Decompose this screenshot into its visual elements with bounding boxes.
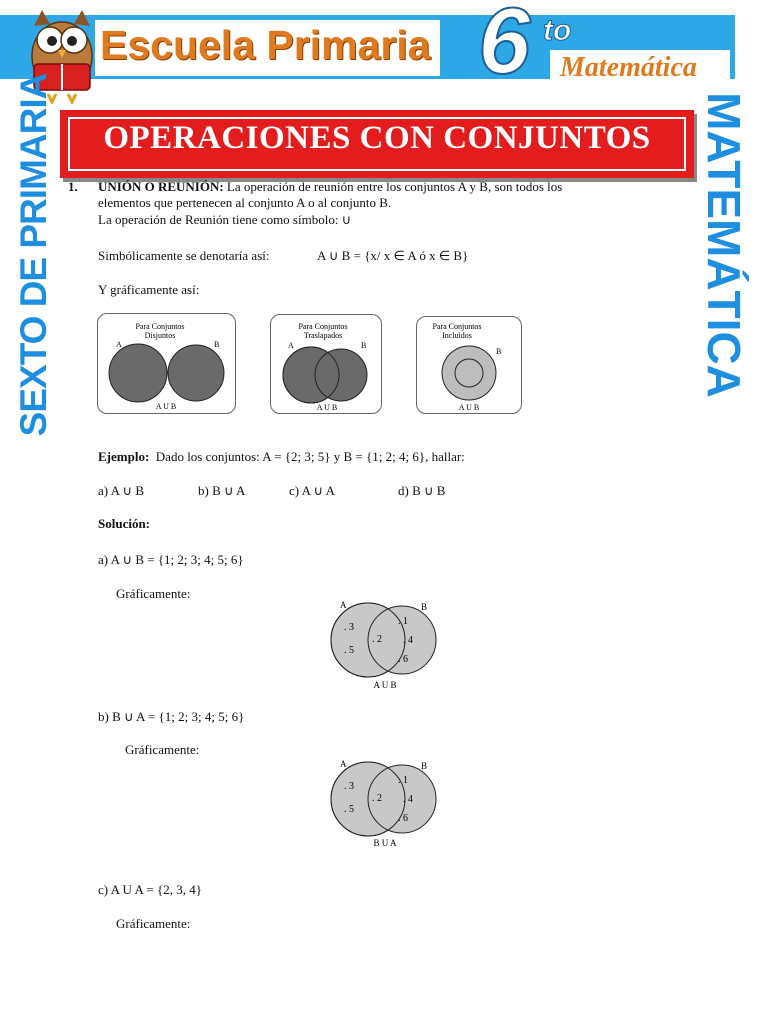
venn-a-bottom: A U B [373, 680, 397, 690]
grade-suffix: to [543, 14, 572, 47]
solution-a-graph-label: Gráficamente: [116, 586, 191, 601]
venn-overlap-caption-2: Traslapados [303, 331, 343, 340]
venn-b-elem-6: . 6 [398, 813, 408, 824]
example-line [98, 449, 465, 465]
venn-b-elem-5: . 5 [344, 804, 354, 815]
venn-disjoint-diagram [97, 313, 236, 414]
venn-disjoint-caption-1: Para Conjuntos [135, 322, 185, 331]
venn-disjoint-caption-2: Disjuntos [144, 331, 176, 340]
solution-c-line: c) A U A = {2, 3, 4} [98, 882, 202, 897]
venn-a-elem-3: . 3 [344, 622, 354, 633]
venn-b-elem-3: . 3 [344, 781, 354, 792]
section-intro-line2: elementos que pertenecen al conjunto A o al conjunto B. [98, 195, 392, 210]
venn-b-elem-2: . 2 [372, 793, 382, 804]
venn-a-elem-2: . 2 [372, 634, 382, 645]
venn-a-label-a: A [340, 600, 347, 610]
venn-included-set-a [455, 359, 483, 387]
venn-b-elem-4: . 4 [403, 794, 413, 805]
solution-b-line: b) B ∪ A = {1; 2; 3; 4; 5; 6} [98, 709, 245, 724]
venn-disjoint-label-b: B [214, 340, 220, 349]
venn-a-elem-4: . 4 [403, 635, 413, 646]
venn-disjoint-set-b [168, 345, 224, 401]
school-name: Escuela Primaria [100, 22, 431, 68]
venn-a-elem-1: . 1 [398, 616, 408, 627]
subject-name: Matemática [560, 52, 697, 83]
venn-a-elem-5: . 5 [344, 645, 354, 656]
graphic-label: Y gráficamente así: [98, 282, 200, 297]
example-text: Dado los conjuntos: A = {2; 3; 5} y B = {1; 2; 4; 6}, hallar: [155, 449, 465, 464]
symbolic-label: Simbólicamente se denotaría así: [98, 248, 270, 263]
venn-disjoint-set-a [109, 344, 167, 402]
venn-b-elem-1: . 1 [398, 775, 408, 786]
venn-a-elem-6: . 6 [398, 654, 408, 665]
option-b: b) B ∪ A [198, 483, 246, 498]
venn-overlap-bottom: A U B [316, 403, 338, 412]
solution-c-graph-label: Gráficamente: [116, 916, 191, 931]
venn-included-diagram [416, 316, 522, 414]
grade-number: 6 [478, 0, 531, 93]
venn-a-label-b: B [421, 602, 428, 612]
section-number: 1. [68, 179, 78, 194]
symbol-line: La operación de Reunión tiene como símbolo: ∪ [98, 212, 352, 227]
venn-overlap-caption-1: Para Conjuntos [298, 322, 348, 331]
venn-b-label-a: A [340, 759, 347, 769]
venn-disjoint-bottom: A U B [155, 402, 177, 411]
page-title: OPERACIONES CON CONJUNTOS [103, 120, 651, 156]
symbolic-formula: A ∪ B = {x/ x ∈ A ó x ∈ B} [317, 248, 469, 263]
option-d: d) B ∪ B [398, 483, 446, 498]
venn-b-label-b: B [421, 761, 428, 771]
venn-included-caption-1: Para Conjuntos [432, 322, 482, 331]
right-sidebar [698, 92, 750, 400]
left-sidebar [10, 73, 58, 437]
venn-a-union-b [326, 598, 446, 692]
venn-included-label-b: B [496, 347, 502, 356]
left-sidebar-text: SEXTO DE PRIMARIA [13, 73, 54, 437]
option-c: c) A ∪ A [289, 483, 335, 498]
venn-disjoint-label-a: A [116, 340, 122, 349]
section-intro-text: La operación de reunión entre los conjuntos A y B, son todos los [226, 179, 563, 194]
venn-overlap-label-a: A [288, 341, 294, 350]
venn-overlap-label-b: B [361, 341, 367, 350]
venn-overlap-set-b [315, 349, 367, 401]
example-label: Ejemplo: [98, 449, 150, 464]
right-sidebar-text: MATEMÁTICA [698, 92, 750, 398]
solution-a-line: a) A ∪ B = {1; 2; 3; 4; 5; 6} [98, 552, 244, 567]
option-a: a) A ∪ B [98, 483, 144, 498]
venn-b-bottom: B U A [373, 838, 397, 848]
venn-included-bottom: A U B [458, 403, 480, 412]
section-intro-line1 [98, 179, 562, 195]
solution-b-graph-label: Gráficamente: [125, 742, 200, 757]
venn-b-union-a [326, 757, 446, 851]
solution-label: Solución: [98, 516, 151, 531]
section-heading: UNIÓN O REUNIÓN: [98, 179, 224, 194]
venn-overlap-diagram [270, 314, 382, 414]
venn-included-caption-2: Incluidos [442, 331, 472, 340]
